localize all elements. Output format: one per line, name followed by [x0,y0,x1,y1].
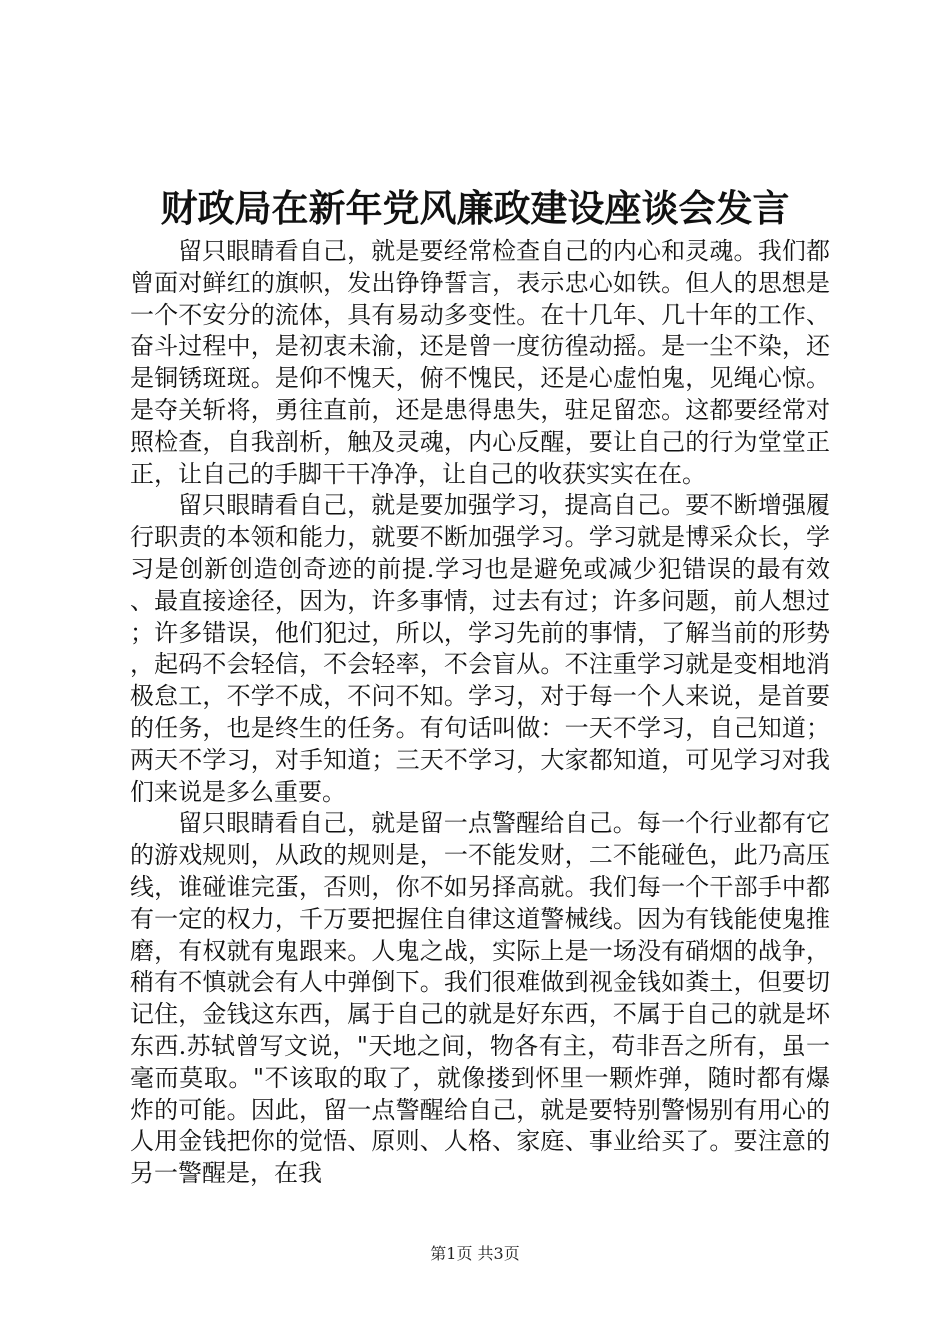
paragraph-1: 留只眼睛看自己，就是要经常检查自己的内心和灵魂。我们都曾面对鲜红的旗帜，发出铮铮誓言，表示忠心如铁。但人的思想是一个不安分的流体，具有易动多变性。在十几年、几十年的工作、奋斗过程中，是初衷未渝，还是曾一度彷徨动摇。是一尘不染，还是铜锈斑斑。是仰不愧天，俯不愧民，还是心虚怕鬼，见绳心惊。是夺关斩将，勇往直前，还是患得患失，驻足留恋。这都要经常对照检查，自我剖析，触及灵魂，内心反醒，要让自己的行为堂堂正正，让自己的手脚干干净净，让自己的收获实实在在。 [130,237,830,488]
paragraph-2: 留只眼睛看自己，就是要加强学习，提高自己。要不断增强履行职责的本领和能力，就要不断加强学习。学习就是博采众长，学习是创新创造创奇迹的前提.学习也是避免或减少犯错误的最有效、最直接途径，因为，许多事情，过去有过；许多问题，前人想过；许多错误，他们犯过，所以，学习先前的事情，了解当前的形势，起码不会轻信，不会轻率，不会盲从。不注重学习就是变相地消极怠工，不学不成，不问不知。学习，对于每一个人来说，是首要的任务，也是终生的任务。有句话叫做：一天不学习，自己知道；两天不学习，对手知道；三天不学习，大家都知道，可见学习对我们来说是多么重要。 [130,491,830,806]
page-footer: 第1页 共3页 [430,1244,520,1263]
document-title: 财政局在新年党风廉政建设座谈会发言 [160,186,790,230]
document-body [130,236,830,1190]
paragraph-3: 留只眼睛看自己，就是留一点警醒给自己。每一个行业都有它的游戏规则，从政的规则是，一不能发财，二不能碰色，此乃高压线，谁碰谁完蛋，否则，你不如另择高就。我们每一个干部手中都有一定的权力，千万要把握住自律这道警械线。因为有钱能使鬼推磨，有权就有鬼跟来。人鬼之战，实际上是一场没有硝烟的战争，稍有不慎就会有人中弹倒下。我们很难做到视金钱如粪土，但要切记住，金钱这东西，属于自己的就是好东西，不属于自己的就是坏东西.苏轼曾写文说，"天地之间，物各有主，苟非吾之所有，虽一毫而莫取。"不该取的取了，就像搂到怀里一颗炸弹，随时都有爆炸的可能。因此，留一点警醒给自己，就是要特别警惕别有用心的人用金钱把你的觉悟、原则、人格、家庭、事业给买了。要注意的另一警醒是，在我 [130,809,830,1188]
